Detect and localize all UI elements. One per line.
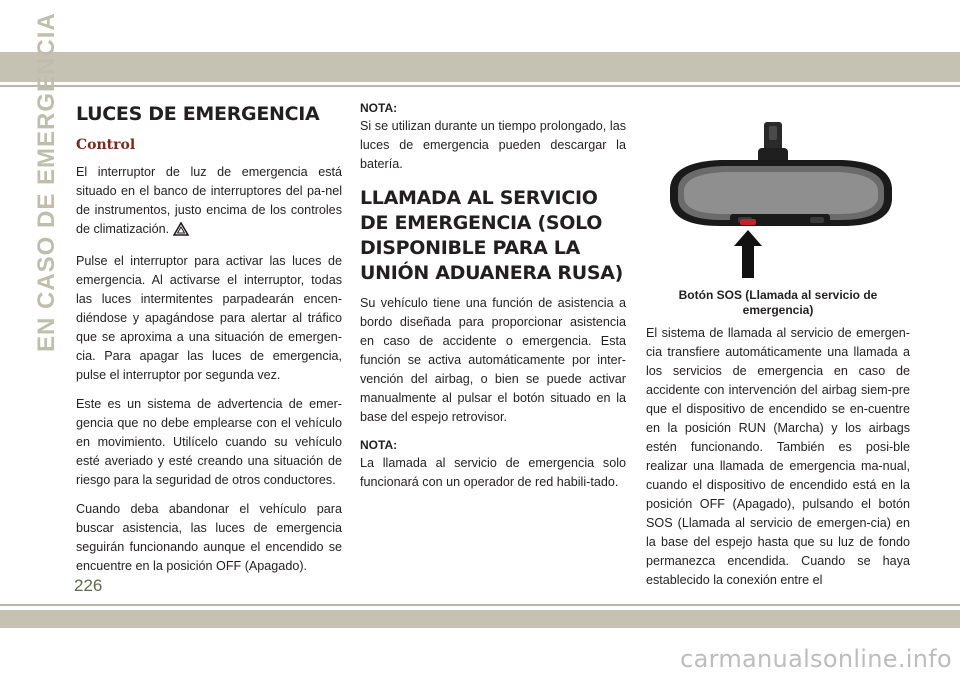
chapter-side-title: EN CASO DE EMERGENCIA bbox=[33, 12, 60, 352]
section-heading-emergency-call: LLAMADA AL SERVICIO DE EMERGENCIA (SOLO DISPONIBLE PARA LA UNIÓN ADUANERA RUSA) bbox=[360, 187, 624, 284]
note-label: NOTA: bbox=[360, 438, 398, 452]
note-text: Si se utilizan durante un tiempo prolongado, las luces de emergencia pueden descargar la batería. bbox=[360, 119, 626, 171]
top-margin bbox=[0, 0, 960, 52]
column-2 bbox=[360, 100, 626, 502]
note-label: NOTA: bbox=[360, 101, 398, 115]
paragraph: Pulse el interruptor para activar las luces de emergencia. Al activarse el interruptor, todas las luces intermitentes parpadearán encen-diéndose y apagándose para alertar al tráfico que se aproxima a una situación de emergen-cia. Para apagar las luces de emergencia, pulse el interruptor por segunda vez. bbox=[76, 254, 342, 382]
section-heading-hazard-lights: LUCES DE EMERGENCIA bbox=[76, 103, 320, 125]
hazard-warning-icon bbox=[173, 222, 189, 242]
note-text: La llamada al servicio de emergencia solo funcionará con un operador de red habili-tado. bbox=[360, 456, 626, 489]
paragraph: Cuando deba abandonar el vehículo para buscar asistencia, las luces de emergencia seguirán funcionando aunque el encendido se encuentre en la posición OFF (Apagado). bbox=[76, 502, 342, 573]
rearview-mirror-figure bbox=[660, 118, 902, 286]
footer-rule bbox=[0, 604, 960, 606]
paragraph: Su vehículo tiene una función de asistencia a bordo diseñada para proporcionar asistencia en caso de accidente o emergencia. Esta función se activa automáticamente por inter-vención del airbag, o bien se puede activar manualmente al pulsar el botón situado en la base del espejo retrovisor. bbox=[360, 296, 626, 424]
paragraph: Este es un sistema de advertencia de emer-gencia que no debe emplearse con el vehículo en movimiento. Utilícelo cuando su vehículo esté averiado y esté creando una situación de riesgo para la seguridad de otros conductores. bbox=[76, 397, 342, 487]
page-number: 226 bbox=[74, 576, 103, 595]
figure-caption: Botón SOS (Llamada al servicio de emergencia) bbox=[678, 288, 878, 317]
sos-button bbox=[740, 219, 756, 225]
header-rule bbox=[0, 85, 960, 87]
header-band bbox=[0, 52, 960, 82]
subheading-control: Control bbox=[76, 137, 136, 153]
rearview-mirror-sos-icon bbox=[660, 118, 902, 286]
footer-band bbox=[0, 610, 960, 628]
column-1 bbox=[76, 100, 342, 586]
watermark: carmanualsonline.info bbox=[680, 645, 952, 673]
paragraph: El interruptor de luz de emergencia está situado en el banco de interruptores del pa-nel de instrumentos, justo encima de los controles de climatización. bbox=[76, 163, 342, 242]
column-3 bbox=[646, 324, 910, 600]
paragraph: El sistema de llamada al servicio de emergen-cia transfiere automáticamente una llamada a los servicios de emergencia en caso de accidente con intervención del airbag siem-pre que el dispositivo de encendido se en-cuentre en la posición RUN (Marcha) y los airbags estén funcionando. También es posi-ble realizar una llamada de emergencia ma-nual, cuando el dispositivo de encendido está en la posición OFF (Apagado), pulsando el botón SOS (Llamada al servicio de emergen-cia) en la base del espejo hasta que su luz de fondo permanezca encendida. Cuando se haya establecido la conexión entre el bbox=[646, 326, 910, 587]
